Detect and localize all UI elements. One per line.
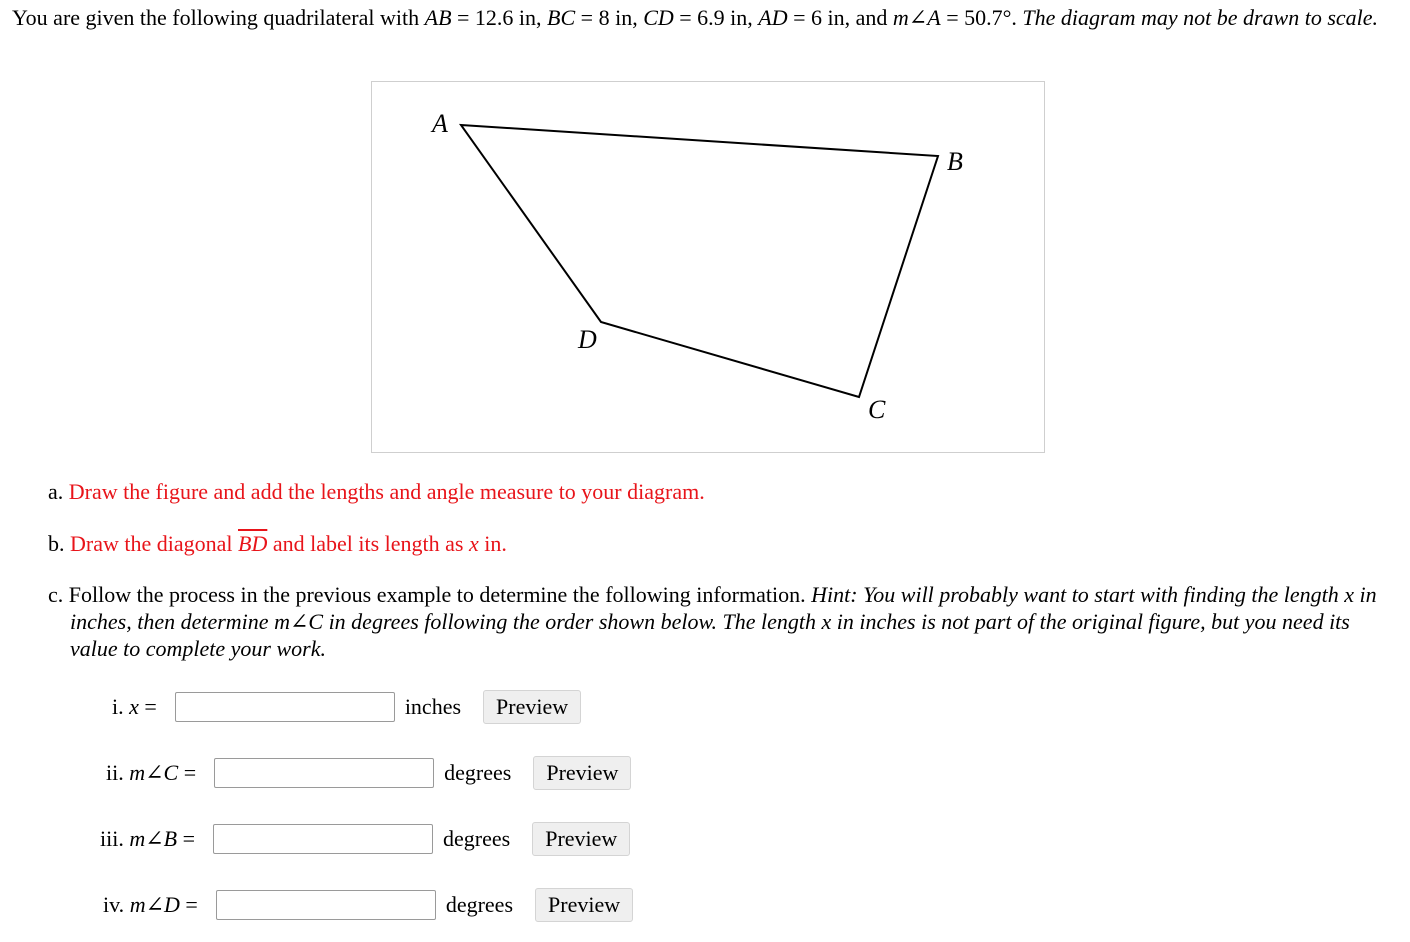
segment-bc: BC <box>547 5 576 30</box>
ad-value: = 6 in, and <box>787 5 893 30</box>
answer-math: x <box>129 694 139 719</box>
quadrilateral-figure <box>371 81 1045 453</box>
part-c-marker: c. <box>48 582 69 607</box>
segment-ab: AB <box>424 5 452 30</box>
answer-math: m∠B <box>129 826 178 851</box>
hint-label: Hint: <box>811 582 858 607</box>
answer-prefix: i. <box>112 694 130 719</box>
hint-angle: m∠C <box>274 609 324 634</box>
part-a <box>48 478 705 505</box>
answer-math: m∠C <box>129 760 179 785</box>
ab-value: = 12.6 in, <box>451 5 548 30</box>
preview-button-angle-c[interactable]: Preview <box>533 756 631 790</box>
hint-var-1: x <box>1344 582 1355 607</box>
part-c <box>48 581 1398 662</box>
hint-var-2: x <box>821 609 832 634</box>
unit-label-degrees: degrees <box>445 892 514 917</box>
vertex-label-b: B <box>947 147 963 176</box>
answer-prefix: iii. <box>100 826 130 851</box>
answer-row-angle-c <box>106 756 631 790</box>
part-b-text-before: Draw the diagonal <box>70 531 238 556</box>
unit-label-inches: inches <box>404 694 462 719</box>
hint-text-4: in inches is not part of the original figure, but you need its value to complete your work. <box>70 609 1350 661</box>
answer-eq: = <box>177 826 196 851</box>
vertex-label-d: D <box>578 325 597 354</box>
answer-input-angle-b[interactable] <box>213 824 433 854</box>
part-c-text: Follow the process in the previous example to determine the following information. <box>68 582 812 607</box>
vertex-label-a: A <box>432 109 448 138</box>
part-b-marker: b. <box>48 531 70 556</box>
answer-prefix: iv. <box>103 892 130 917</box>
answer-prefix: ii. <box>106 760 130 785</box>
answer-eq: = <box>138 694 157 719</box>
hint-text-1: You will probably want to start with finding the length <box>857 582 1345 607</box>
vertex-label-c: C <box>868 395 886 424</box>
answer-eq: = <box>179 892 198 917</box>
segment-ad: AD <box>758 5 788 30</box>
unit-label-degrees: degrees <box>444 760 512 785</box>
answer-row-angle-b <box>100 822 630 856</box>
answer-label-x <box>112 694 157 720</box>
segment-bd: $\overline{BD}$ <box>238 531 268 556</box>
part-a-text: Draw the figure and add the lengths and angle measure to your diagram. <box>68 479 705 504</box>
answer-input-angle-d[interactable] <box>216 890 436 920</box>
segment-cd: CD <box>643 5 674 30</box>
unit-label-degrees: degrees <box>443 826 511 851</box>
part-b-text-after: and label its length as <box>267 531 469 556</box>
cd-value: = 6.9 in, <box>673 5 759 30</box>
answer-eq: = <box>178 760 197 785</box>
part-b-unit: in. <box>478 531 507 556</box>
answer-math: m∠D <box>129 892 180 917</box>
preview-button-x[interactable]: Preview <box>483 690 581 724</box>
scale-note: The diagram may not be drawn to scale. <box>1022 5 1379 30</box>
answer-input-angle-c[interactable] <box>214 758 434 788</box>
answer-row-angle-d <box>103 888 633 922</box>
hint-text-3: in degrees following the order shown below. The length <box>323 609 822 634</box>
answer-row-x <box>112 690 581 724</box>
bc-value: = 8 in, <box>575 5 644 30</box>
part-a-marker: a. <box>48 479 69 504</box>
angle-a-value: = 50.7°. <box>940 5 1023 30</box>
quadrilateral-svg <box>372 82 1046 454</box>
angle-a: m∠A <box>892 5 941 30</box>
part-b-var: x <box>468 531 479 556</box>
preview-button-angle-b[interactable]: Preview <box>532 822 630 856</box>
intro-prefix: You are given the following quadrilateral with <box>12 5 425 30</box>
answer-input-x[interactable] <box>175 692 395 722</box>
quadrilateral-shape <box>461 125 938 397</box>
part-b <box>48 530 507 557</box>
answer-label-angle-b <box>100 826 195 852</box>
answer-label-angle-c <box>106 760 196 786</box>
hint-text-2: in inches, then determine <box>70 582 1377 634</box>
preview-button-angle-d[interactable]: Preview <box>535 888 633 922</box>
answer-label-angle-d <box>103 892 198 918</box>
problem-statement <box>12 4 1402 31</box>
